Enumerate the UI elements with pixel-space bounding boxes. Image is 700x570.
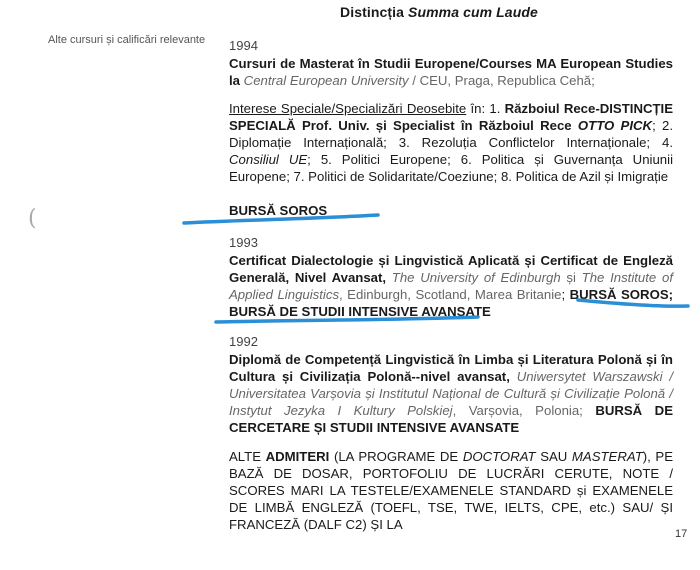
interests-label: Interese Speciale/Specializări Deosebite [229, 101, 467, 116]
distinction-italic: Summa cum Laude [408, 4, 538, 20]
entry-1993-location: , Edinburgh, Scotland, Marea Britanie [339, 287, 562, 302]
entry-1993-institute: The Institute of Applied Linguistics [229, 270, 673, 302]
highlight-bursa-soros [184, 215, 378, 223]
entry-1994-location: / CEU, Praga, Republica Cehă; [408, 73, 595, 88]
interests-professor: OTTO PICK [577, 118, 653, 133]
year-1993: 1993 [229, 235, 258, 250]
entry-1992-bursa: BURSĂ DE CERCETARE ȘI STUDII INTENSIVE AVANSATE [229, 403, 673, 435]
highlight-bursa-soros-1993 [578, 300, 688, 306]
margin-mark: ( [28, 206, 37, 231]
section-side-label: Alte cursuri și calificări relevante [48, 34, 206, 46]
interests-text-2: ; 2. Diplomație Internațională; 3. Rezoluția Conflictelor Internaționale; 4. [229, 118, 673, 150]
entry-1992-location: , Varșovia, Polonia; [452, 403, 596, 418]
admissions-text-1: ALTE [229, 449, 266, 464]
year-1992: 1992 [229, 334, 258, 349]
entry-1994-title: Cursuri de Masterat în Studii Europene/Courses MA European Studies la [229, 56, 673, 88]
highlight-bursa-intensive [216, 317, 478, 322]
bursa-soros-label: BURSĂ SOROS [229, 203, 328, 218]
interests-text-3: ; 5. Politici Europene; 6. Politica și Guvernanța Uniunii Europene; 7. Politici de Solidaritate/Coeziune; 8. Politica de Azil și Imigrație [229, 152, 673, 184]
entry-1993-and: și [560, 270, 582, 285]
year-1994: 1994 [229, 38, 258, 53]
entry-1992-title: Diplomă de Competență Lingvistică în Limba și Literatura Polonă și în Cultura și Civilizația Polonă--nivel avansat, [229, 352, 673, 384]
admissions-bold: ADMITERI [265, 449, 330, 464]
interests-italic-2: Consiliul UE [229, 152, 308, 167]
interests-bold-1: Războiul Rece-DISTINCȚIE SPECIALĂ Prof. Univ. și Specialist în Războiul Rece [229, 101, 674, 133]
admissions-text-2: (LA PROGRAME DE [329, 449, 463, 464]
entry-1993-title: Certificat Dialectologie și Lingvistică Aplicată și Certificat de Engleză Generală, Nivel Avansat, [229, 253, 673, 285]
interests-text-1: în: 1. [466, 101, 505, 116]
entry-1993-bursa-intensive: BURSĂ DE STUDII INTENSIVE AVANSATE [229, 304, 491, 319]
entry-1994-institution: Central European University [243, 73, 409, 88]
admissions-text-3: SAU [535, 449, 572, 464]
entry-1992-institution: Uniwersytet Warszawski / Universitatea Varșovia și Institutul Național de Cultură și Civilizație Polonă / Instytut Jezyka I Kultury Polskiej [229, 369, 673, 418]
admissions-doctorat: DOCTORAT [462, 449, 536, 464]
entry-1993-university: The University of Edinburgh [391, 270, 561, 285]
admissions-text-4: ), PE BAZĂ DE DOSAR, PORTOFOLIU DE LUCRĂRI CERUTE, NOTE / SCORES MARI LA TESTELE/EXAMENELE STANDARD și EXAMENELE DE LIMBĂ ENGLEZĂ (TOEFL, TSE, TWE, IELTS, CPE, etc.) SAU/ ȘI FRANCEZĂ (DALF C2) ȘI LA [229, 449, 673, 532]
admissions-masterat: MASTERAT [571, 449, 643, 464]
distinction-prefix: Distincția [340, 4, 409, 20]
entry-1993-separator: ; [561, 287, 570, 302]
page-number: 17 [675, 528, 688, 540]
entry-1993-bursa-soros: BURSĂ SOROS; [569, 287, 674, 302]
